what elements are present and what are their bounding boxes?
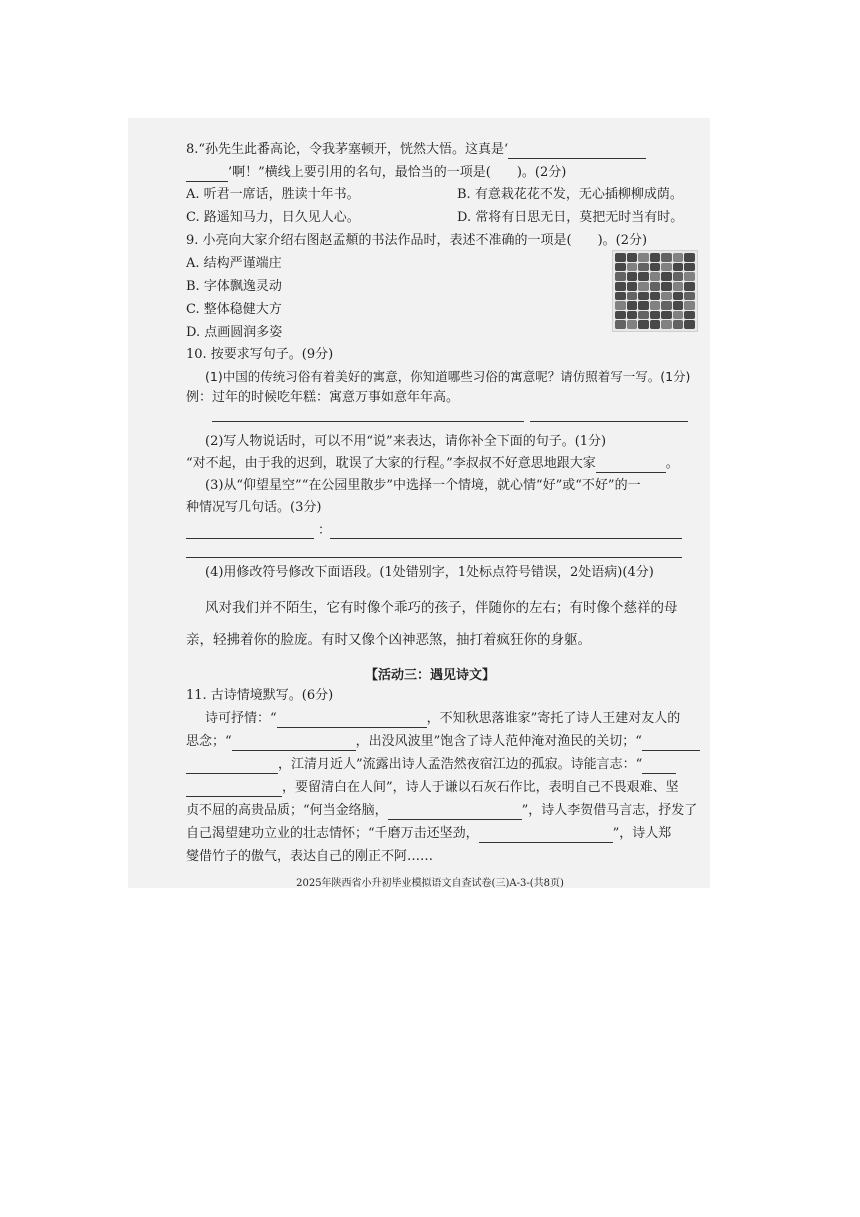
q11-line4 [186,779,679,797]
q11-blank-4b[interactable] [186,782,282,797]
q11-line2 [186,733,700,751]
q11-blank-3a[interactable] [642,736,700,751]
q10-part2-period: 。 [665,456,679,471]
q9-option-a[interactable]: A. 结构严谨端庄 [186,256,282,271]
q11-line5 [186,802,697,820]
q9-stem: 9. 小亮向大家介绍右图赵孟頫的书法作品时，表述不准确的一项是( )。(2分) [186,233,648,248]
q9-option-c[interactable]: C. 整体稳健大方 [186,302,282,317]
q10-part4-prompt: (4)用修改符号修改下面语段。(1处错别字，1处标点符号错误，2处语病)(4分) [205,565,654,580]
q10-part3-colon: ： [318,523,332,538]
q8-option-a[interactable]: A. 听君一席话，胜读十年书。 [186,187,360,202]
q8-option-c[interactable]: C. 路遥知马力，日久见人心。 [186,210,360,225]
q8-option-d[interactable]: D. 常将有日思无日，莫把无时当有时。 [457,210,684,225]
q11-line3-end: ，江清月近人”流露出诗人孟浩然夜宿江边的孤寂。诗能言志：“ [278,757,643,772]
q9-option-b[interactable]: B. 字体飘逸灵动 [186,279,282,294]
q10-part1-example: 例：过年的时候吃年糕：寓意万事如意年年高。 [186,390,460,405]
q11-line3 [186,756,676,774]
q10-part1-answer-line-1[interactable] [212,421,524,422]
q11-line7: 燮借竹子的傲气，表达自己的刚正不阿…… [186,849,434,864]
q11-blank-5[interactable] [388,805,522,820]
q10-part2-prompt: (2)写人物说话时，可以不用“说”来表达，请你补全下面的句子。(1分) [205,434,607,449]
q10-part2-blank[interactable] [596,458,666,473]
q8-option-b[interactable]: B. 有意栽花花不发，无心插柳柳成荫。 [457,187,683,202]
q11-line6-end: ”，诗人郑 [612,826,672,841]
q8-blank-1[interactable] [508,144,646,159]
q11-blank-2[interactable] [232,736,356,751]
q10-part4-paragraph-line1: 风对我们并不陌生，它有时像个乖巧的孩子，伴随你的左右；有时像个慈祥的母 [205,600,678,616]
q11-line1 [205,710,680,728]
q8-line1 [186,141,646,159]
q11-line4-end: ，要留清白在人间”，诗人于谦以石灰石作比，表明自己不畏艰难、坚 [282,780,679,795]
q10-title: 10. 按要求写句子。(9分) [186,347,334,362]
q11-blank-3b[interactable] [186,759,278,774]
q10-part3-answer-line-2[interactable] [186,557,682,558]
q8-blank-2[interactable] [186,167,228,182]
page-footer: 2025年陕西省小升初毕业模拟语文自查试卷(三)A-3-(共8页) [296,878,564,889]
calligraphy-image [612,250,698,332]
q11-line5-end: ”，诗人李贺借马言志，抒发了 [521,803,698,818]
q10-part4-paragraph-line2: 亲，轻拂着你的脸庞。有时又像个凶神恶煞，抽打着疯狂你的身躯。 [186,632,591,648]
q10-part3-prompt-line2: 种情况写几句话。(3分) [186,500,322,515]
q10-part2-sentence [186,455,679,473]
q10-part3-answer-line-1[interactable] [330,538,682,539]
q10-part1-prompt: (1)中国的传统习俗有着美好的寓意，你知道哪些习俗的寓意呢？请仿照着写一写。(1分) [205,369,691,384]
q11-line2-start: 思念；“ [186,734,232,749]
q11-blank-6[interactable] [479,828,613,843]
q9-option-d[interactable]: D. 点画圆润多姿 [186,325,283,340]
q11-blank-4a[interactable] [642,759,676,774]
q11-line2-end: ，出没风波里”饱含了诗人范仲淹对渔民的关切；“ [355,734,642,749]
q8-stem-text: 8.“孙先生此番高论，令我茅塞顿开，恍然大悟。这真是‘ [186,142,509,157]
q8-line2 [186,164,566,182]
q8-stem-text-2: ’啊！”横线上要引用的名句，最恰当的一项是( )。(2分) [228,165,567,180]
q11-line6 [186,825,671,843]
q10-part3-prompt-line1: (3)从“仰望星空”“在公园里散步”中选择一个情境，就心情“好”或“不好”的一 [205,478,641,493]
q11-line1-end: ，不知秋思落谁家”寄托了诗人王建对友人的 [426,711,681,726]
section-title-activity-3: 【活动三：遇见诗文】 [364,668,495,683]
q11-blank-1[interactable] [277,713,427,728]
q10-part3-scenario-line[interactable] [186,538,314,539]
q10-part1-answer-line-2[interactable] [530,421,688,422]
q11-line1-start: 诗可抒情：“ [205,711,277,726]
q10-part2-text: “对不起，由于我的迟到，耽误了大家的行程。”李叔叔不好意思地跟大家 [186,456,596,471]
q11-title: 11. 古诗情境默写。(6分) [186,688,334,703]
q11-line5-start: 贞不屈的高贵品质；“何当金络脑， [186,803,388,818]
q11-line6-start: 自己渴望建功立业的壮志情怀；“千磨万击还坚劲， [186,826,479,841]
